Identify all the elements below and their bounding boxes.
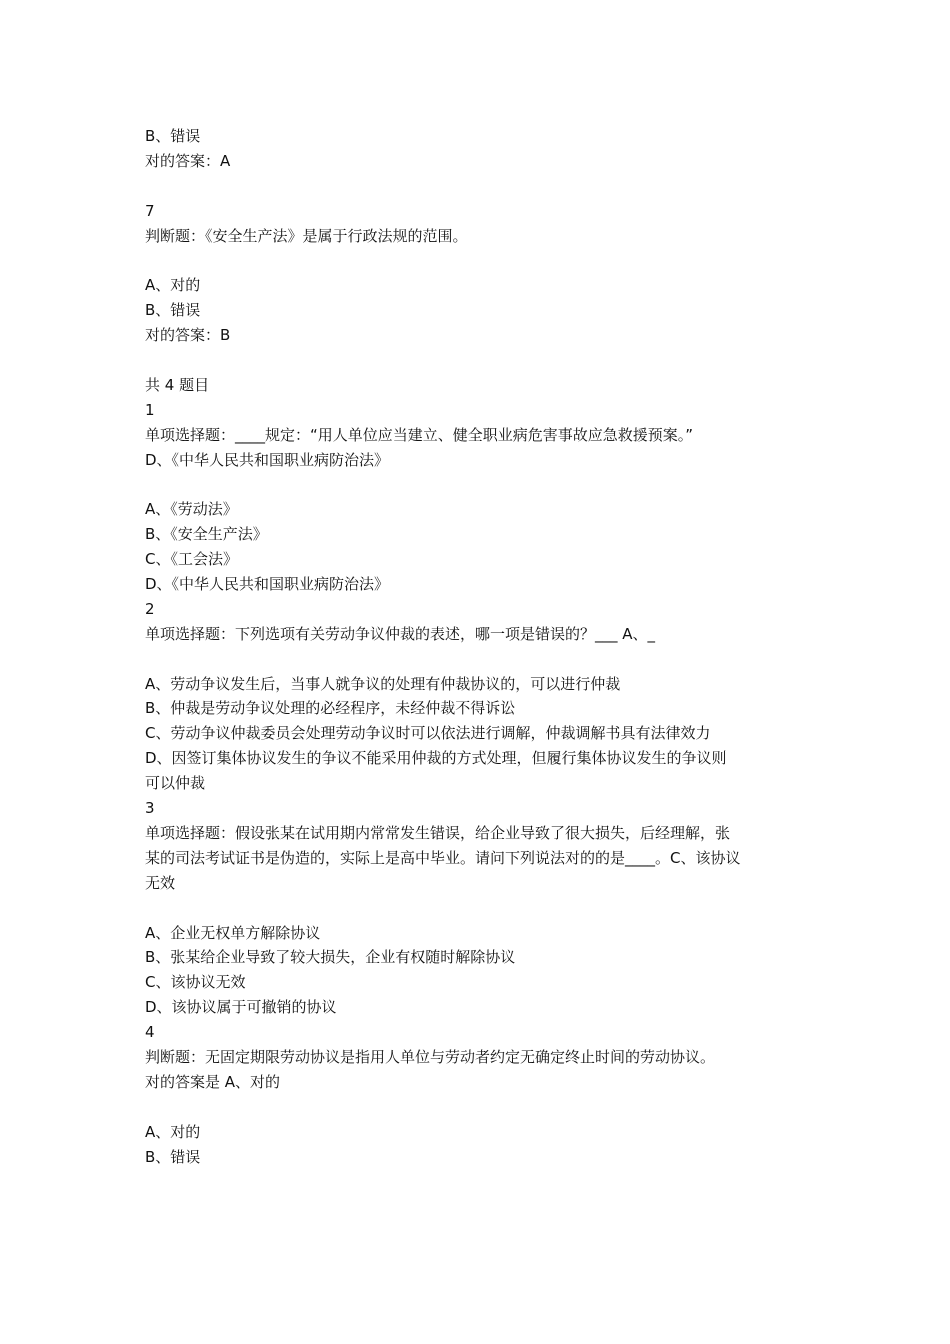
option-c: C、《工会法》 <box>145 550 238 569</box>
blank-line <box>145 896 815 921</box>
option-b: B、错误 <box>145 301 201 320</box>
blank-line <box>145 472 815 497</box>
document-body <box>145 124 815 1169</box>
question-number: 7 <box>145 201 155 220</box>
answer-line: 对的答案是 A、对的 <box>145 1072 281 1091</box>
option-b: B、仲裁是劳动争议处理的必经程序，未经仲裁不得诉讼 <box>145 699 516 718</box>
question-number: 2 <box>145 599 155 618</box>
option-b: B、《安全生产法》 <box>145 525 268 544</box>
option-d: D、《中华人民共和国职业病防治法》 <box>145 575 390 594</box>
blank-line <box>145 174 815 199</box>
blank-line <box>145 1095 815 1120</box>
answer-line: 对的答案：B <box>145 326 231 345</box>
option-a: A、企业无权单方解除协议 <box>145 923 321 942</box>
question-text-continued: 无效 <box>145 873 176 892</box>
section-heading: 共 4 题目 <box>145 375 210 394</box>
option-a: A、对的 <box>145 1122 201 1141</box>
blank-line <box>145 348 815 373</box>
option-d: D、该协议属于可撤销的协议 <box>145 998 337 1017</box>
question-answer-hint: D、《中华人民共和国职业病防治法》 <box>145 450 390 469</box>
option-a: A、对的 <box>145 276 201 295</box>
blank-line <box>145 647 815 672</box>
question-number: 1 <box>145 400 155 419</box>
option-b: B、张某给企业导致了较大损失，企业有权随时解除协议 <box>145 948 516 967</box>
answer-line: 对的答案：A <box>145 151 231 170</box>
question-text: 单项选择题：____规定：“用人单位应当建立、健全职业病危害事故应急救援预案。” <box>145 425 694 444</box>
option-d: D、因签订集体协议发生的争议不能采用仲裁的方式处理，但履行集体协议发生的争议则 <box>145 749 727 768</box>
question-text: 单项选择题：下列选项有关劳动争议仲裁的表述，哪一项是错误的？___ A、_ <box>145 624 656 643</box>
question-text: 单项选择题：假设张某在试用期内常常发生错误，给企业导致了很大损失，后经理解，张 <box>145 823 731 842</box>
option-c: C、该协议无效 <box>145 973 246 992</box>
question-text: 判断题：无固定期限劳动协议是指用人单位与劳动者约定无确定终止时间的劳动协议。 <box>145 1047 716 1066</box>
question-text-continued: 某的司法考试证书是伪造的，实际上是高中毕业。请问下列说法对的的是____。C、该协议 <box>145 848 741 867</box>
question-number: 4 <box>145 1023 155 1042</box>
option-c: C、劳动争议仲裁委员会处理劳动争议时可以依法进行调解，仲裁调解书具有法律效力 <box>145 724 711 743</box>
question-number: 3 <box>145 799 155 818</box>
option-d-continued: 可以仲裁 <box>145 774 206 793</box>
blank-line <box>145 248 815 273</box>
option-b: B、错误 <box>145 127 201 145</box>
option-b: B、错误 <box>145 1147 201 1166</box>
option-a: A、《劳动法》 <box>145 500 238 519</box>
option-a: A、劳动争议发生后，当事人就争议的处理有仲裁协议的，可以进行仲裁 <box>145 674 621 693</box>
question-text: 判断题：《安全生产法》是属于行政法规的范围。 <box>145 226 468 245</box>
